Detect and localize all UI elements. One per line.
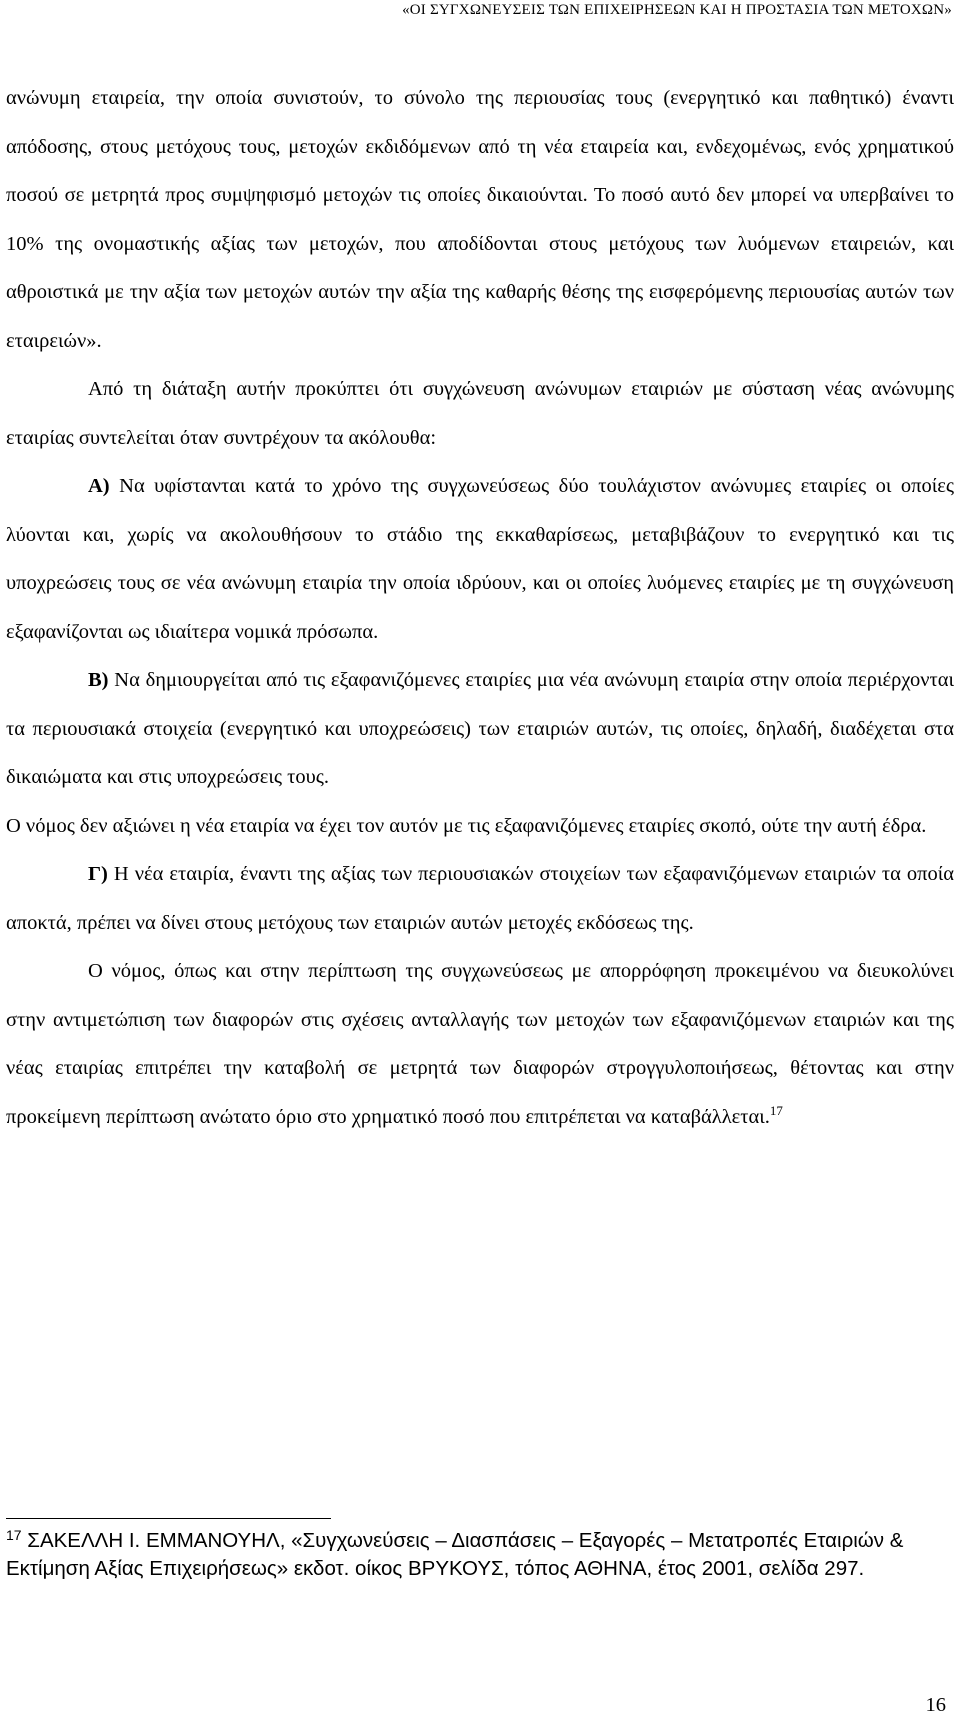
paragraph: Από τη διάταξη αυτήν προκύπτει ότι συγχώνευση ανώνυμων εταιριών με σύσταση νέας ανώνυμης εταιρίας συντελείται όταν συντρέχουν τα ακόλουθα: [6, 378, 954, 449]
paragraph [6, 947, 954, 1141]
item-text: Να υφίστανται κατά το χρόνο της συγχωνεύσεως δύο τουλάχιστον ανώνυμες εταιρίες οι οποίες λύονται και, χωρίς να ακολουθήσουν το στάδιο της εκκαθαρίσεως, μεταβιβάζουν το ενεργητικό και τις υποχρεώσεις τους σε νέα ανώνυμη εταιρία την οποία ιδρύουν, και οι οποίες λυόμενες εταιρίες με τη συγχώνευση εξαφανίζονται ως ιδιαίτερα νομικά πρόσωπα. [6, 475, 954, 643]
footnote-text: ΣΑΚΕΛΛΗ Ι. ΕΜΜΑΝΟΥΗΛ, «Συγχωνεύσεις – Διασπάσεις – Εξαγορές – Μετατροπές Εταιριών & Εκτίμηση Αξίας Επιχειρήσεως» εκδοτ. οίκος ΒΡΥΚΟΥΣ, τόπος ΑΘΗΝΑ, έτος 2001, σελίδα 297. [6, 1529, 904, 1580]
list-item-b [6, 656, 954, 802]
paragraph: ανώνυμη εταιρεία, την οποία συνιστούν, το σύνολο της περιουσίας τους (ενεργητικό και παθητικό) έναντι απόδοσης, στους μετόχους τους, μετοχών εκδιδόμενων από τη νέα εταιρεία και, ενδεχομένως, ενός χρηματικού ποσού σε μετρητά προς συμψηφισμό μετοχών τις οποίες δικαιούνται. Το ποσό αυτό δεν μπορεί να υπερβαίνει το 10% της ονομαστικής αξίας των μετοχών, που αποδίδονται στους μετόχους των λυόμενων εταιρειών, και αθροιστικά με την αξία των μετοχών αυτών την αξία της καθαρής θέσης της εισφερόμενης περιουσίας αυτών των εταιρειών». [6, 87, 954, 352]
list-item-a [6, 462, 954, 656]
running-header: «ΟΙ ΣΥΓΧΩΝΕΥΣΕΙΣ ΤΩΝ ΕΠΙΧΕΙΡΗΣΕΩΝ ΚΑΙ Η ΠΡΟΣΤΑΣΙΑ ΤΩΝ ΜΕΤΟΧΩΝ» [402, 2, 952, 18]
item-label: Α) [88, 475, 110, 497]
item-text: Να δημιουργείται από τις εξαφανιζόμενες εταιρίες μια νέα ανώνυμη εταιρία στην οποία περιέρχονται τα περιουσιακά στοιχεία (ενεργητικό και υποχρεώσεις) των εταιριών αυτών, τις οποίες, δηλαδή, διαδέχεται στα δικαιώματα και στις υποχρεώσεις τους. [6, 669, 954, 788]
page-number: 16 [925, 1694, 946, 1716]
footnote-number: 17 [6, 1527, 22, 1543]
paragraph-text: Ο νόμος, όπως και στην περίπτωση της συγχωνεύσεως με απορρόφηση προκειμένου να διευκολύνει στην αντιμετώπιση των διαφορών στις σχέσεις ανταλλαγής των μετοχών των εξαφανιζόμενων εταιριών και της νέας εταιρίας επιτρέπει την καταβολή σε μετρητά των διαφορών στρογγυλοποιήσεως, θέτοντας και στην προκείμενη περίπτωση ανώτατο όριο στο χρηματικό ποσό που επιτρέπεται να καταβάλλεται. [6, 960, 954, 1128]
item-text: Η νέα εταιρία, έναντι της αξίας των περιουσιακών στοιχείων των εξαφανιζόμενων εταιριών τα οποία αποκτά, πρέπει να δίνει στους μετόχους των εταιριών αυτών μετοχές εκδόσεως της. [6, 863, 954, 934]
list-item-c [6, 850, 954, 947]
footnote-divider [6, 1518, 331, 1519]
footnote-reference[interactable]: 17 [769, 1102, 783, 1118]
item-label: Γ) [88, 863, 108, 885]
body-text [6, 74, 954, 1141]
footnote [6, 1527, 954, 1583]
paragraph: Ο νόμος δεν αξιώνει η νέα εταιρία να έχει τον αυτόν με τις εξαφανιζόμενες εταιρίες σκοπό, ούτε την αυτή έδρα. [6, 814, 927, 837]
item-label: Β) [88, 669, 109, 691]
